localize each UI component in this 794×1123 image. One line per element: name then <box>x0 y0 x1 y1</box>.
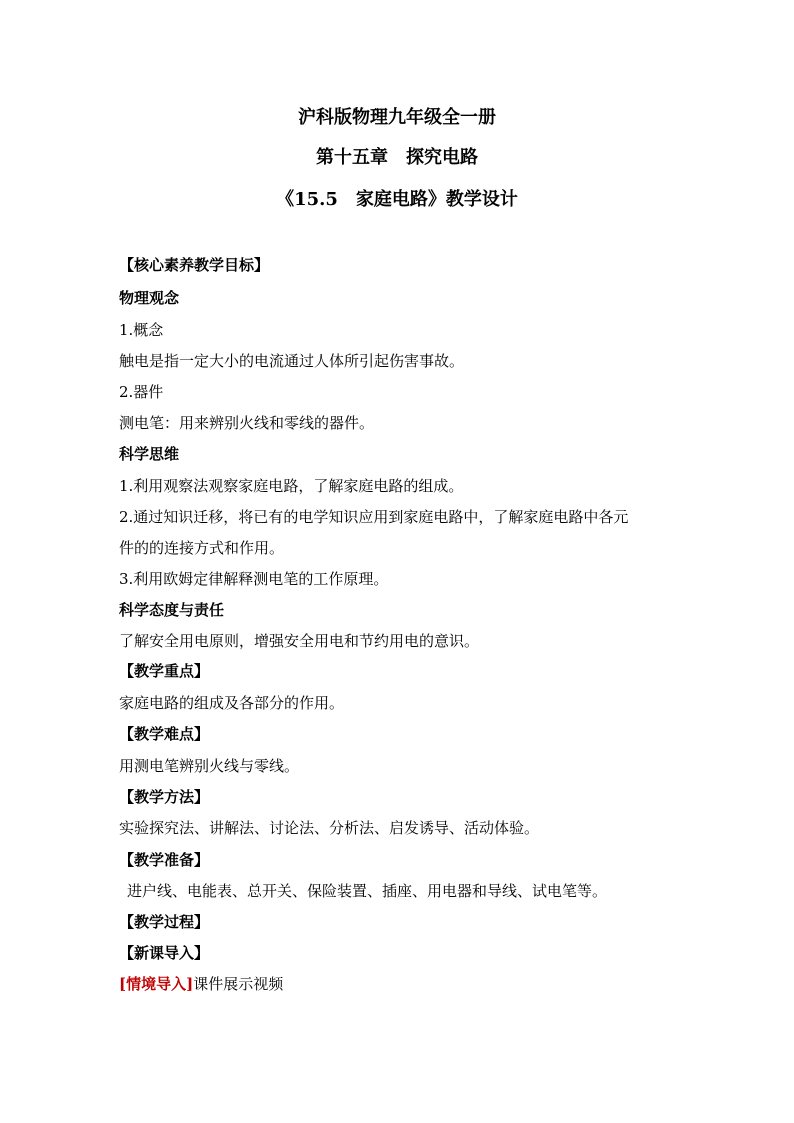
prep-heading: 【教学准备】 <box>119 851 210 869</box>
device-item-text: 测电笔：用来辨别火线和零线的器件。 <box>119 414 375 432</box>
concept-item-label: 1.概念 <box>119 321 164 339</box>
intro-heading: 【新课导入】 <box>119 944 210 962</box>
difficulty-text: 用测电笔辨别火线与零线。 <box>119 757 300 775</box>
process-heading: 【教学过程】 <box>119 913 210 931</box>
thinking-item-2-line-1: 2.通过知识迁移，将已有的电学知识应用到家庭电路中，了解家庭电路中各元 <box>119 508 629 526</box>
scenario-line <box>119 974 699 994</box>
difficulty-heading: 【教学难点】 <box>119 725 210 743</box>
attitude-text: 了解安全用电原则，增强安全用电和节约用电的意识。 <box>119 632 480 650</box>
science-thinking-heading: 科学思维 <box>119 445 180 463</box>
key-point-heading: 【教学重点】 <box>119 662 210 680</box>
thinking-item-1: 1.利用观察法观察家庭电路，了解家庭电路的组成。 <box>119 477 464 495</box>
concept-item-text: 触电是指一定大小的电流通过人体所引起伤害事故。 <box>119 352 465 370</box>
lesson-title: 《15.5 家庭电路》教学设计 <box>276 189 518 210</box>
thinking-item-2-line-2: 件的的连接方式和作用。 <box>119 539 285 557</box>
key-point-text: 家庭电路的组成及各部分的作用。 <box>119 694 345 712</box>
chapter-title: 第十五章 探究电路 <box>316 147 478 168</box>
scenario-label: [情境导入] <box>119 975 194 993</box>
thinking-item-3: 3.利用欧姆定律解释测电笔的工作原理。 <box>119 570 389 588</box>
device-item-label: 2.器件 <box>119 383 164 401</box>
method-text: 实验探究法、讲解法、讨论法、分析法、启发诱导、活动体验。 <box>119 819 540 837</box>
prep-text: 进户线、电能表、总开关、保险装置、插座、用电器和导线、试电笔等。 <box>127 882 608 900</box>
scenario-text: 课件展示视频 <box>193 975 284 993</box>
core-goal-heading: 【核心素养教学目标】 <box>119 256 270 274</box>
method-heading: 【教学方法】 <box>119 788 210 806</box>
physics-concept-heading: 物理观念 <box>119 289 180 307</box>
attitude-heading: 科学态度与责任 <box>119 601 225 619</box>
book-title: 沪科版物理九年级全一册 <box>298 107 496 128</box>
